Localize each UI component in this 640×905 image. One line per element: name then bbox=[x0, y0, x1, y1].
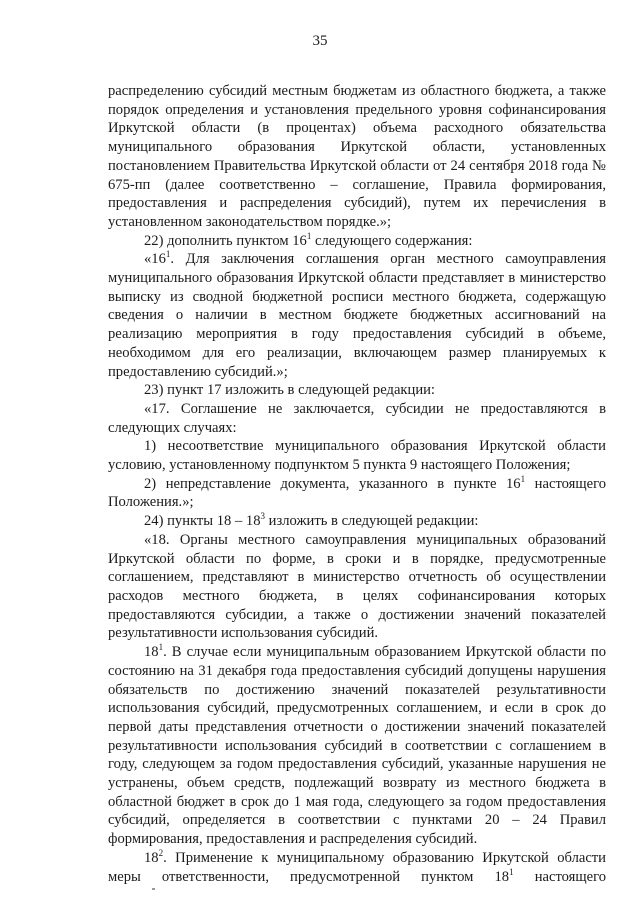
text-run: следующего содержания: bbox=[311, 232, 473, 249]
list-item bbox=[108, 475, 606, 512]
text-run: 22) дополнить пунктом 16 bbox=[144, 232, 307, 249]
superscript-index: 1 bbox=[520, 473, 526, 484]
text-run: 18 bbox=[144, 644, 159, 661]
scan-artifact bbox=[152, 888, 155, 890]
paragraph bbox=[108, 512, 606, 531]
text-run: . Применение к муниципальному образованию Иркутской области меры ответственности, предусмотренной пунктом 18 bbox=[108, 849, 606, 885]
paragraph bbox=[108, 531, 606, 643]
superscript-index: 3 bbox=[260, 511, 266, 522]
paragraph bbox=[108, 232, 606, 251]
superscript-index: 2 bbox=[158, 847, 164, 858]
paragraph bbox=[108, 643, 606, 849]
paragraph bbox=[108, 400, 606, 437]
text-run: настоящего bbox=[513, 868, 607, 885]
text-run: 2) непредставление документа, указанного в пункте 16 bbox=[144, 475, 521, 492]
superscript-index: 1 bbox=[509, 866, 514, 877]
paragraph bbox=[108, 82, 606, 232]
paragraph bbox=[108, 250, 606, 381]
text-run: 23) пункт 17 изложить в следующей редакции: bbox=[144, 382, 435, 399]
superscript-index: 1 bbox=[306, 230, 312, 241]
text-run: «16 bbox=[144, 251, 166, 268]
text-run: . В случае если муниципальным образованием Иркутской области по состоянию на 31 декабря года предоставления субсидий допущены нарушения обязательств по достижению значений показателей результативности использования субсидий, предусмотренных соглашением, и если в срок до первой даты представления отчетности о достижении значений показателей результативности использования субсидий в соответствии с соглашением в году, следующем за годом предоставления субсидий, указанные нарушения не устранены, объем средств, подлежащий возврату из местного бюджета в областной бюджет в срок до 1 мая года, следующего за годом предоставления субсидий, определяется в соответствии с пунктами 20 – 24 Правил формирования, предоставления и распределения субсидий. bbox=[108, 644, 606, 848]
paragraph bbox=[108, 381, 606, 400]
paragraph bbox=[108, 849, 606, 886]
page-number: 35 bbox=[312, 33, 328, 49]
text-run: 18 bbox=[144, 849, 159, 866]
text-run: «17. Соглашение не заключается, субсидии не предоставляются в следующих случаях: bbox=[108, 400, 606, 436]
document-body bbox=[108, 82, 606, 886]
superscript-index: 1 bbox=[158, 642, 164, 653]
text-run: изложить в следующей редакции: bbox=[265, 513, 479, 530]
superscript-index: 1 bbox=[165, 249, 171, 260]
list-item bbox=[108, 437, 606, 474]
text-run: . Для заключения соглашения орган местного самоуправления муниципального образования Иркутской области представляет в министерство выписку из сводной бюджетной росписи местного бюджета, содержащую сведения о наличии в местном бюджете бюджетных ассигнований на реализацию мероприятия в году предоставления субсидий в объеме, необходимом для его реализации, включающем размер планируемых к предоставлению субсидий.»; bbox=[108, 251, 606, 380]
text-run: 24) пункты 18 – 18 bbox=[144, 513, 261, 530]
text-run: распределению субсидий местным бюджетам из областного бюджета, а также порядок определения и установления предельного уровня софинансирования Иркутской области (в процентах) объема расходного обязательства муниципального образования Иркутской области, установленных постановлением Правительства Иркутской области от 24 сентября 2018 года № 675-пп (далее соответственно – соглашение, Правила формирования, предоставления и распределения субсидий), путем их перечисления в установленном законодательством порядке.»; bbox=[108, 83, 606, 230]
text-run: 1) несоответствие муниципального образования Иркутской области условию, установленному подпунктом 5 пункта 9 настоящего Положения; bbox=[108, 438, 606, 474]
text-run: «18. Органы местного самоуправления муниципальных образований Иркутской области по форме, в сроки и в порядке, предусмотренные соглашением, представляют в министерство отчетность об осуществлении расходов местного бюджета, в целях софинансирования которых предоставляются субсидии, а также о достижении значений показателей результативности использования субсидий. bbox=[108, 531, 606, 642]
text-run: настоящего Положения.»; bbox=[108, 475, 606, 511]
